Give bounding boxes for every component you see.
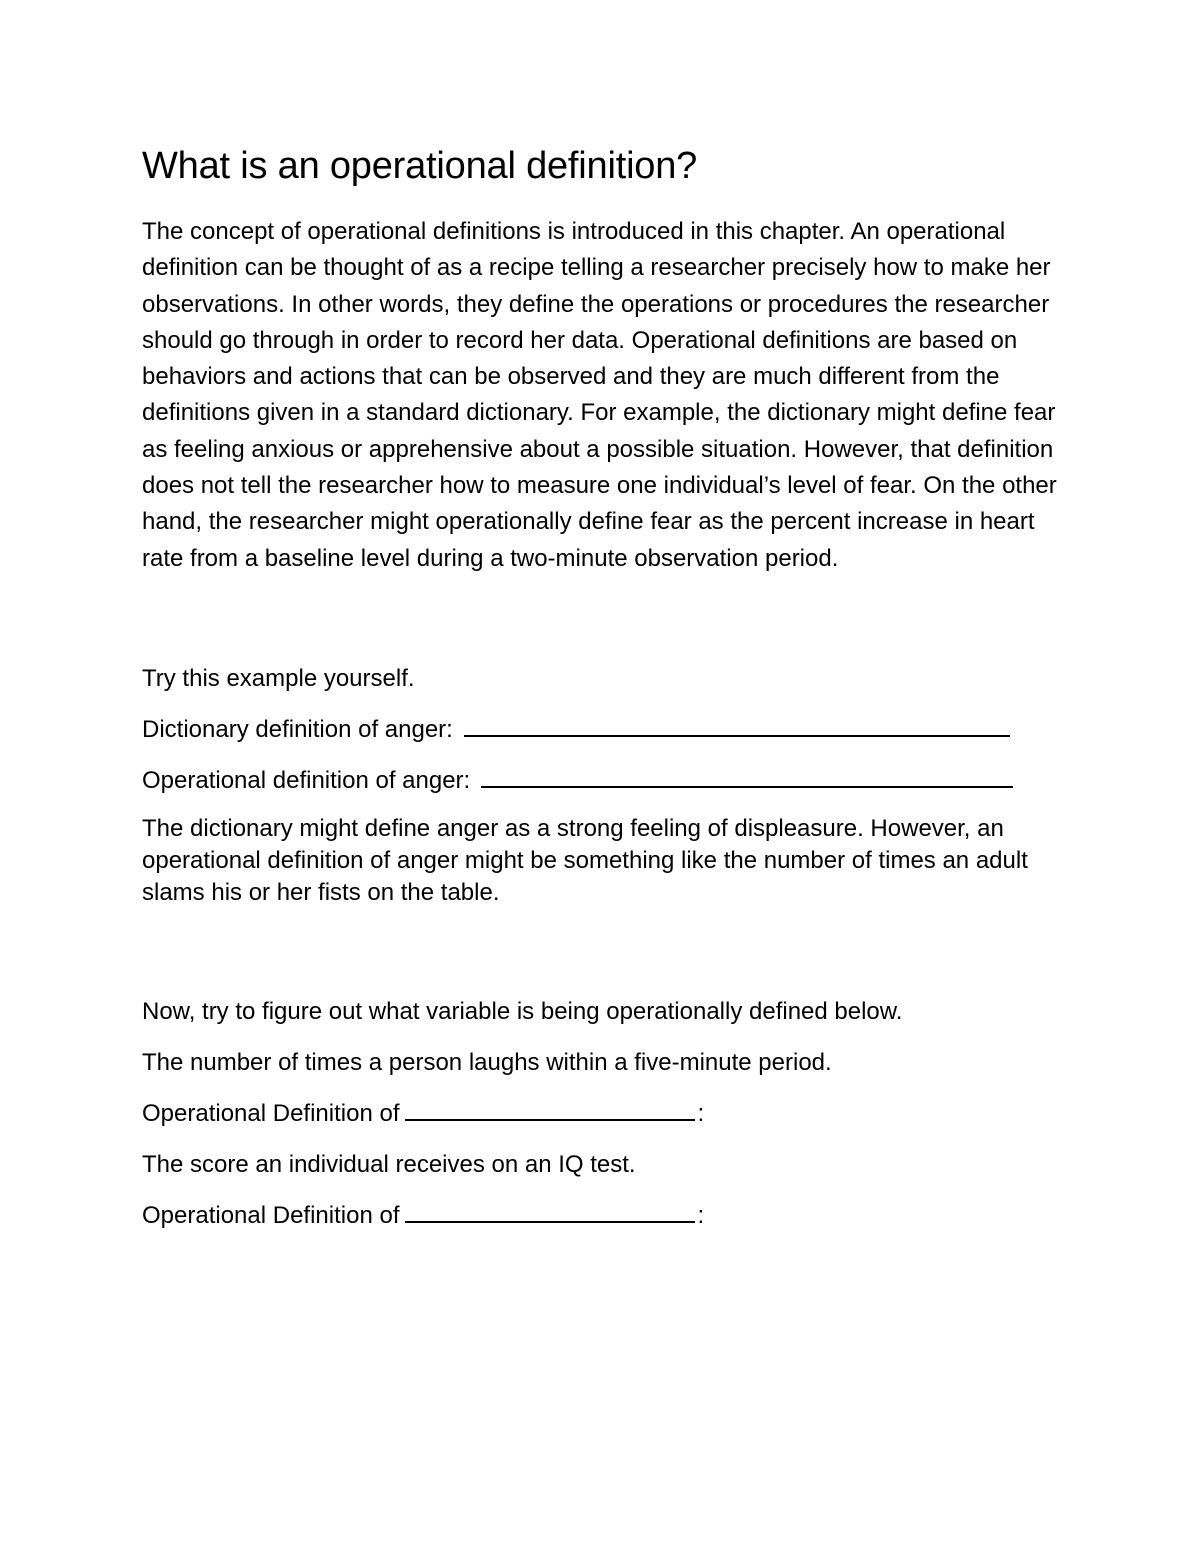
dictionary-definition-line [142,711,1070,748]
exercise-2-colon: : [697,1201,705,1229]
answer-paragraph: The dictionary might define anger as a strong feeling of displeasure. However, an operational definition of anger might be something like the number of times an adult slams his or her fists on the table. [142,814,1028,906]
page-title: What is an operational definition? [142,145,698,187]
dictionary-definition-blank[interactable] [464,713,1010,737]
exercise-1-blank[interactable] [405,1097,695,1121]
operational-definition-label: Operational definition of anger: [142,766,471,794]
exercise-2-statement: The score an individual receives on an IQ test. [142,1150,636,1178]
exercise-2-blank[interactable] [405,1199,695,1223]
exercise-1-answer-line [142,1095,1070,1132]
operational-definition-blank[interactable] [481,764,1013,788]
exercise-2-label: Operational Definition of [142,1201,400,1229]
dictionary-definition-label: Dictionary definition of anger: [142,715,453,743]
exercise-1-label: Operational Definition of [142,1099,400,1127]
operational-definition-line [142,762,1070,799]
exercise-2-answer-line [142,1197,1070,1234]
exercise-1-statement: The number of times a person laughs within a five-minute period. [142,1048,832,1076]
intro-paragraph: The concept of operational definitions is introduced in this chapter. An operational definition can be thought of as a recipe telling a researcher precisely how to make her observations. In other words, they define the operations or procedures the researcher should go through in order to record her data. Operational definitions are based on behaviors and actions that can be observed and they are much different from the definitions given in a standard dictionary. For example, the dictionary might define fear as feeling anxious or apprehensive about a possible situation. However, that definition does not tell the researcher how to measure one individual’s level of fear. On the other hand, the researcher might operationally define fear as the percent increase in heart rate from a baseline level during a two-minute observation period. [142,218,1057,572]
now-prompt: Now, try to figure out what variable is being operationally defined below. [142,997,903,1025]
try-prompt: Try this example yourself. [142,664,415,692]
exercise-1-colon: : [697,1099,705,1127]
